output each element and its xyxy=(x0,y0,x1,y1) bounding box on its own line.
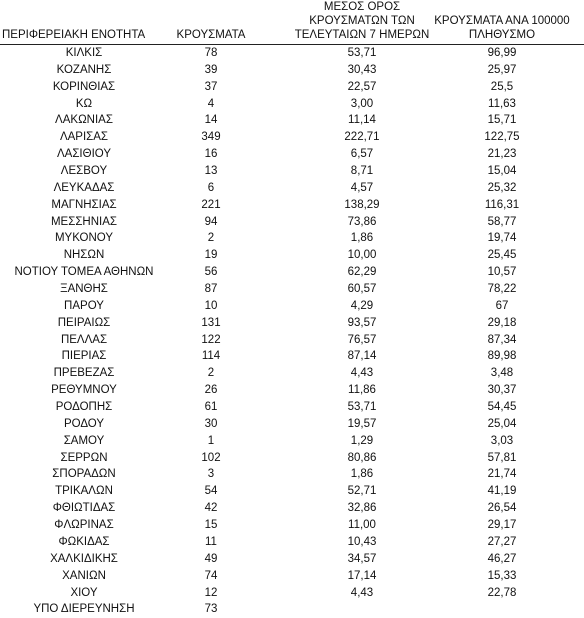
cell-cases: 1 xyxy=(207,434,215,447)
cell-per100k: 25,04 xyxy=(487,417,517,430)
cell-per100k: 29,18 xyxy=(487,316,517,329)
table-header xyxy=(0,0,584,45)
cell-avg7: 53,71 xyxy=(347,401,377,414)
table-row xyxy=(0,517,584,534)
cell-region: ΠΕΙΡΑΙΩΣ xyxy=(57,316,111,329)
cell-region: ΦΛΩΡΙΝΑΣ xyxy=(54,519,114,532)
cell-avg7: 4,43 xyxy=(350,367,374,380)
table-row xyxy=(0,416,584,433)
cell-cases: 2 xyxy=(207,232,215,245)
table-row xyxy=(0,399,584,416)
table-row xyxy=(0,247,584,264)
cell-avg7: 1,29 xyxy=(350,434,374,447)
cell-per100k: 96,99 xyxy=(487,47,517,59)
cell-region: ΜΥΚΟΝΟΥ xyxy=(54,232,114,245)
table-row xyxy=(0,180,584,197)
cell-avg7: 4,57 xyxy=(350,181,374,194)
table-row xyxy=(0,348,584,365)
cell-cases: 114 xyxy=(201,350,221,363)
cell-cases: 14 xyxy=(204,114,218,127)
cell-per100k: 78,22 xyxy=(487,283,517,296)
cell-avg7: 19,57 xyxy=(347,417,377,430)
cell-avg7: 76,57 xyxy=(347,333,377,346)
cell-region: ΞΑΝΘΗΣ xyxy=(60,283,108,296)
cell-cases: 49 xyxy=(204,552,218,565)
cell-cases: 13 xyxy=(204,165,218,178)
cell-avg7: 138,29 xyxy=(344,198,380,211)
cell-region: ΜΕΣΣΗΝΙΑΣ xyxy=(50,215,118,228)
cell-region: ΛΑΣΙΘΙΟΥ xyxy=(56,148,112,161)
cell-avg7: 4,43 xyxy=(350,586,374,599)
table-row xyxy=(0,332,584,349)
cell-per100k: 87,34 xyxy=(487,333,517,346)
table-row xyxy=(0,197,584,214)
cell-cases: 42 xyxy=(204,502,218,515)
cell-per100k: 26,54 xyxy=(487,502,517,515)
cell-avg7: 1,86 xyxy=(350,232,374,245)
cell-avg7: 1,86 xyxy=(350,468,374,481)
cell-per100k: 15,04 xyxy=(487,165,517,178)
cell-cases: 102 xyxy=(201,451,221,464)
table-row xyxy=(0,466,584,483)
cell-cases: 11 xyxy=(205,535,217,548)
cell-per100k: 10,57 xyxy=(487,266,517,279)
cell-per100k: 58,77 xyxy=(487,215,517,228)
cell-per100k: 46,27 xyxy=(487,552,517,565)
cell-region: ΝΗΣΩΝ xyxy=(63,249,105,262)
cell-cases: 15 xyxy=(204,519,218,532)
table-row xyxy=(0,534,584,551)
cell-region: ΚΟΖΑΝΗΣ xyxy=(56,63,112,76)
table-row xyxy=(0,79,584,96)
cell-per100k: 15,71 xyxy=(487,114,517,127)
cell-cases: 54 xyxy=(204,485,218,498)
cell-avg7: 11,14 xyxy=(348,114,376,127)
header-avg7 xyxy=(290,0,434,42)
cell-cases: 12 xyxy=(204,586,218,599)
cell-per100k: 3,03 xyxy=(490,434,514,447)
cell-per100k: 25,97 xyxy=(487,63,517,76)
cell-per100k: 22,78 xyxy=(487,586,517,599)
table-row xyxy=(0,146,584,163)
cell-per100k: 25,45 xyxy=(487,249,517,262)
table-row xyxy=(0,500,584,517)
header-per100k-line1: ΚΡΟΥΣΜΑΤΑ ΑΝΑ 100000 xyxy=(434,15,570,27)
cell-region: ΧΑΝΙΩΝ xyxy=(62,569,106,582)
table-row xyxy=(0,382,584,399)
cell-per100k: 67 xyxy=(495,299,509,312)
cell-avg7: 80,86 xyxy=(347,451,377,464)
cell-cases: 74 xyxy=(204,569,218,582)
cell-avg7: 4,29 xyxy=(350,299,374,312)
table-row xyxy=(0,450,584,467)
cell-cases: 78 xyxy=(204,47,218,59)
cell-region: ΦΘΙΩΤΙΔΑΣ xyxy=(52,502,116,515)
cell-cases: 6 xyxy=(207,181,215,194)
cell-region: ΦΩΚΙΔΑΣ xyxy=(58,535,110,548)
cell-avg7: 10,43 xyxy=(347,535,377,548)
cell-per100k: 30,37 xyxy=(487,384,517,397)
cell-region: ΣΕΡΡΩΝ xyxy=(60,451,108,464)
table-row xyxy=(0,585,584,602)
table-row xyxy=(0,163,584,180)
cell-cases: 26 xyxy=(204,384,218,397)
cell-avg7: 52,71 xyxy=(347,485,377,498)
header-cases: ΚΡΟΥΣΜΑΤΑ xyxy=(176,29,246,41)
cell-region: ΚΩ xyxy=(75,97,93,110)
table-row xyxy=(0,551,584,568)
cell-avg7: 10,00 xyxy=(347,249,377,262)
cell-region: ΤΡΙΚΑΛΩΝ xyxy=(55,485,113,498)
cell-per100k: 29,17 xyxy=(487,519,517,532)
table-body xyxy=(0,45,584,618)
cell-region: ΣΑΜΟΥ xyxy=(63,434,105,447)
cell-per100k: 21,23 xyxy=(487,148,517,161)
cell-avg7: 222,71 xyxy=(344,131,380,144)
cell-region: ΛΕΣΒΟΥ xyxy=(60,165,108,178)
cell-cases: 2 xyxy=(207,367,215,380)
cell-avg7: 6,57 xyxy=(350,148,374,161)
header-avg7-line1: ΜΕΣΟΣ ΟΡΟΣ xyxy=(323,1,401,13)
table-row xyxy=(0,96,584,113)
cell-region: ΠΙΕΡΙΑΣ xyxy=(61,350,107,363)
cell-region: ΡΕΘΥΜΝΟΥ xyxy=(51,384,117,397)
cell-avg7: 3,00 xyxy=(350,97,374,110)
cell-cases: 56 xyxy=(204,266,218,279)
cell-region: ΥΠΟ ΔΙΕΡΕΥΝΗΣΗ xyxy=(33,603,135,616)
table-row xyxy=(0,433,584,450)
table-row xyxy=(0,62,584,79)
cell-per100k: 21,74 xyxy=(487,468,517,481)
table-row xyxy=(0,365,584,382)
cell-per100k: 11,63 xyxy=(488,97,516,110)
cell-avg7: 62,29 xyxy=(347,266,377,279)
cell-region: ΧΑΛΚΙΔΙΚΗΣ xyxy=(50,552,118,565)
cell-per100k: 41,19 xyxy=(487,485,517,498)
cell-region: ΚΙΛΚΙΣ xyxy=(65,47,103,59)
cell-cases: 4 xyxy=(207,97,215,110)
cell-avg7: 32,86 xyxy=(347,502,377,515)
table-row xyxy=(0,298,584,315)
cell-cases: 61 xyxy=(204,401,218,414)
cell-cases: 122 xyxy=(201,333,221,346)
cell-avg7: 87,14 xyxy=(347,350,377,363)
header-avg7-line2: ΚΡΟΥΣΜΑΤΩΝ ΤΩΝ xyxy=(309,15,415,27)
cell-cases: 349 xyxy=(201,131,221,144)
cell-avg7: 22,57 xyxy=(347,80,377,93)
cell-region: ΡΟΔΟΠΗΣ xyxy=(55,401,113,414)
cell-avg7: 8,71 xyxy=(350,165,374,178)
cell-avg7: 73,86 xyxy=(347,215,377,228)
cell-per100k: 25,5 xyxy=(490,80,514,93)
cell-cases: 19 xyxy=(204,249,218,262)
table-row xyxy=(0,112,584,129)
cell-cases: 16 xyxy=(204,148,218,161)
cell-cases: 131 xyxy=(201,316,221,329)
cell-region: ΛΕΥΚΑΔΑΣ xyxy=(53,181,115,194)
header-per100k-line2: ΠΛΗΘΥΣΜΟ xyxy=(468,29,536,41)
header-per100k xyxy=(424,14,580,42)
cell-avg7: 53,71 xyxy=(347,47,377,59)
cell-avg7: 60,57 xyxy=(347,283,377,296)
cell-cases: 221 xyxy=(201,198,221,211)
header-region: ΠΕΡΙΦΕΡΕΙΑΚΗ ΕΝΟΤΗΤΑ xyxy=(2,29,146,41)
cell-per100k: 19,74 xyxy=(487,232,517,245)
cell-avg7: 11,86 xyxy=(348,384,376,397)
cell-cases: 87 xyxy=(204,283,218,296)
cell-region: ΡΟΔΟΥ xyxy=(63,417,105,430)
cell-cases: 30 xyxy=(204,417,218,430)
table-row xyxy=(0,601,584,618)
cell-region: ΚΟΡΙΝΘΙΑΣ xyxy=(52,80,116,93)
table-row xyxy=(0,483,584,500)
cell-region: ΛΑΡΙΣΑΣ xyxy=(59,131,109,144)
cell-avg7: 11,00 xyxy=(348,519,376,532)
table-row xyxy=(0,129,584,146)
cell-region: ΛΑΚΩΝΙΑΣ xyxy=(55,114,113,127)
cell-cases: 37 xyxy=(204,80,218,93)
cell-per100k: 27,27 xyxy=(487,535,517,548)
cell-per100k: 15,33 xyxy=(487,569,517,582)
cell-per100k: 25,32 xyxy=(487,181,517,194)
cell-avg7: 30,43 xyxy=(347,63,377,76)
cell-region: ΠΡΕΒΕΖΑΣ xyxy=(53,367,115,380)
cell-region: ΧΙΟΥ xyxy=(70,586,98,599)
cell-region: ΜΑΓΝΗΣΙΑΣ xyxy=(51,198,117,211)
cell-avg7: 93,57 xyxy=(347,316,377,329)
cell-region: ΠΕΛΛΑΣ xyxy=(60,333,108,346)
cell-per100k: 89,98 xyxy=(487,350,517,363)
header-avg7-line3: ΤΕΛΕΥΤΑΙΩΝ 7 ΗΜΕΡΩΝ xyxy=(294,29,430,41)
table-row xyxy=(0,214,584,231)
cell-avg7: 17,14 xyxy=(347,569,377,582)
table-row xyxy=(0,230,584,247)
cell-cases: 73 xyxy=(204,603,218,616)
cell-cases: 10 xyxy=(204,299,218,312)
cell-per100k: 122,75 xyxy=(484,131,520,144)
cell-cases: 39 xyxy=(204,63,218,76)
cell-cases: 3 xyxy=(207,468,215,481)
table-row xyxy=(0,281,584,298)
cell-avg7: 34,57 xyxy=(347,552,377,565)
cell-region: ΠΑΡΟΥ xyxy=(64,299,104,312)
cell-cases: 94 xyxy=(204,215,218,228)
cell-per100k: 3,48 xyxy=(490,367,514,380)
cell-per100k: 54,45 xyxy=(487,401,517,414)
cell-region: ΝΟΤΙΟΥ ΤΟΜΕΑ ΑΘΗΝΩΝ xyxy=(14,266,154,279)
cell-per100k: 116,31 xyxy=(484,198,520,211)
table-row xyxy=(0,568,584,585)
cell-region: ΣΠΟΡΑΔΩΝ xyxy=(52,468,116,481)
cell-per100k: 57,81 xyxy=(487,451,517,464)
table-row xyxy=(0,264,584,281)
table-row xyxy=(0,315,584,332)
table-row xyxy=(0,45,584,62)
